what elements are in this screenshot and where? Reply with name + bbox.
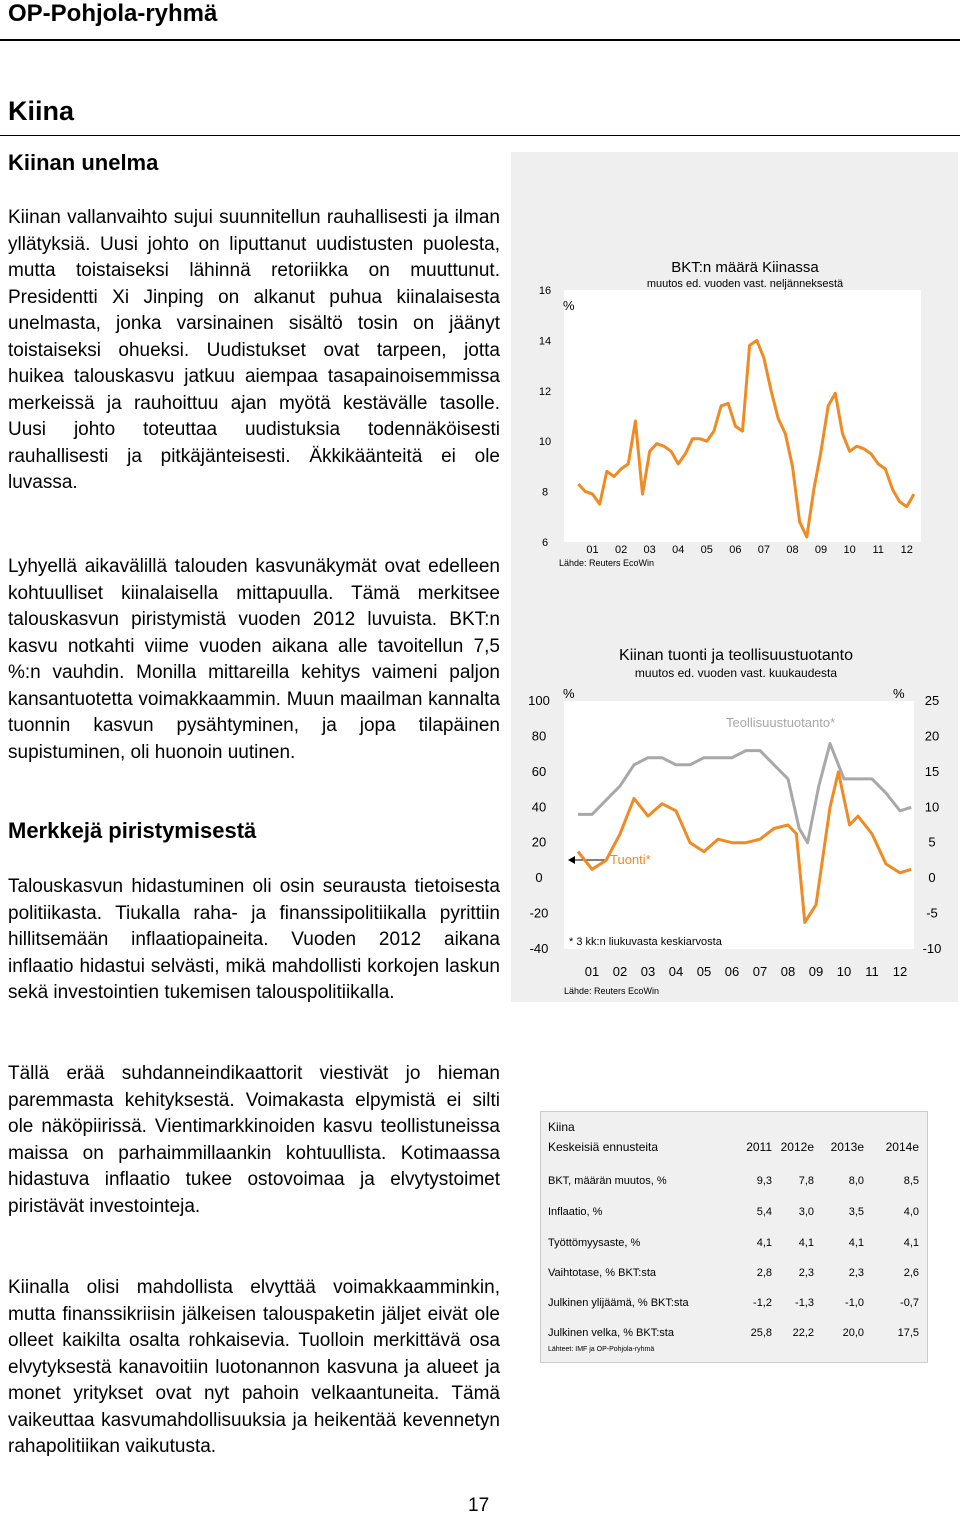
gdp-x-tick: 08 xyxy=(786,544,799,556)
import-y-tick-left: 80 xyxy=(531,728,547,744)
section1-paragraph-2: Lyhyellä aikavälillä talouden kasvunäkymät ovat edelleen kohtuulliset kiinalaisella mittapuulla. Tämä merkitsee talouskasvun piristymistä vuoden 2012 luvuista. BKT:n kasvu notkahti viime vuoden aikana alle tavoitellun 7,5 %:n vauhdin. Monilla mittareilla kehitys vaimeni paljon kansantuotetta voimakkaammin. Muun maailman kannalta tuonnin kasvun pysähtyminen, ja jopa tilapäinen supistuminen, oli huonoin uutinen. xyxy=(8,556,500,763)
section2-paragraph-1: Talouskasvun hidastuminen oli osin seurausta tietoisesta politiikasta. Tiukalla raha- ja finanssipolitiikalla pyrittiin hillitsemään inflaatiopaineita. Vuoden 2012 aikana inflaatio hidastui selvästi, mikä mahdollisti korkojen laskun sekä investointien tukemisen talouspolitiikalla. xyxy=(8,876,500,1003)
gdp-x-tick: 05 xyxy=(700,544,713,556)
table-row-label: Inflaatio, % xyxy=(548,1206,603,1218)
table-cell: 4,1 xyxy=(798,1237,814,1249)
import-y-unit-right: % xyxy=(893,686,905,701)
table-cell: 2,8 xyxy=(756,1267,772,1279)
table-cell: 2,6 xyxy=(903,1267,919,1279)
table-row-label: Työttömyysaste, % xyxy=(548,1237,641,1249)
section2-heading: Merkkejä piristymisestä xyxy=(8,818,257,843)
gdp-chart-title: BKT:n määrä Kiinassa xyxy=(671,259,819,276)
page-title: Kiina xyxy=(8,96,75,126)
table-cell: 25,8 xyxy=(750,1327,772,1339)
gdp-x-tick: 04 xyxy=(672,544,685,556)
import-x-tick: 09 xyxy=(808,964,824,979)
import-x-tick: 04 xyxy=(668,964,684,979)
table-cell: 9,3 xyxy=(756,1175,772,1187)
table-title: Kiina xyxy=(548,1120,575,1134)
table-cell: -1,2 xyxy=(753,1297,772,1309)
gdp-x-tick: 10 xyxy=(843,544,856,556)
gdp-y-tick: 14 xyxy=(538,335,552,348)
import-x-tick: 08 xyxy=(780,964,796,979)
table-cell: 3,5 xyxy=(848,1206,864,1218)
import-y-tick-right: 0 xyxy=(928,870,936,886)
table-cell: -1,0 xyxy=(845,1297,864,1309)
gdp-y-tick: 16 xyxy=(538,285,552,297)
table-cell: 7,8 xyxy=(798,1175,814,1187)
import-y-tick-right: 15 xyxy=(924,763,940,779)
import-x-tick: 03 xyxy=(640,964,656,979)
table-row-label: Julkinen ylijäämä, % BKT:sta xyxy=(548,1297,689,1309)
table-cell: 4,1 xyxy=(756,1237,772,1249)
table-cell: 20,0 xyxy=(842,1327,864,1339)
section2-paragraph-2: Tällä erää suhdanneindikaattorit viestivät jo hieman paremmasta kehityksestä. Voimakasta elpymistä ei silti ole näköpiirissä. Vientimarkkinoiden kasvu teollistuneissa maissa on parhaimmillaankin kohtuullista. Kotimaassa hidastuva inflaatio tukee ostovoimaa ja elvytystoimet piristävät investointeja. xyxy=(8,1063,500,1217)
section1-paragraph-1: Kiinan vallanvaihto sujui suunnitellun rauhallisesti ja ilman yllätyksiä. Uusi johto on liputtanut uudistusten puolesta, mutta toistaiseksi lähinnä retoriikka on muuttunut. Presidentti Xi Jinping on alkanut puhua kiinalaisesta unelmasta, jonka varsinainen sisältö tosin on jäänyt toistaiseksi ohueksi. Uudistukset ovat tarpeen, jotta huikea talouskasvu jatkuu aiempaa tasapainoisemmissa merkeissä ja rauhoittuu ajan myötä kestävälle tasolle. Uusi johto toteuttaa uudistuksia todennäköisesti rauhallisesti ja pitkäjänteisesti. Äkkikäänteitä ei ole luvassa. xyxy=(8,207,500,493)
table-row-label: Vaihtotase, % BKT:sta xyxy=(548,1267,657,1279)
table-cell: 8,0 xyxy=(848,1175,864,1187)
import-y-tick-left: -40 xyxy=(529,941,549,956)
import-y-tick-right: 5 xyxy=(928,834,936,850)
table-cell: -0,7 xyxy=(900,1297,919,1309)
import-y-tick-left: 40 xyxy=(531,799,547,815)
gdp-x-tick: 03 xyxy=(643,544,656,556)
gdp-x-tick: 11 xyxy=(872,544,884,556)
gdp-x-tick: 09 xyxy=(814,544,828,556)
import-chart-note: * 3 kk:n liukuvasta keskiarvosta xyxy=(569,936,722,948)
import-chart-title: Kiinan tuonti ja teollisuustuotanto xyxy=(619,647,853,664)
gdp-x-tick: 07 xyxy=(757,544,771,556)
table-cell: 4,1 xyxy=(903,1237,919,1249)
gdp-source: Lähde: Reuters EcoWin xyxy=(559,558,655,568)
import-y-tick-right: 25 xyxy=(924,693,940,708)
table-cell: 8,5 xyxy=(903,1175,919,1187)
table-cell: 22,2 xyxy=(792,1327,814,1339)
import-y-tick-left: 60 xyxy=(531,763,547,779)
gdp-y-tick: 6 xyxy=(541,537,549,549)
title-divider xyxy=(0,135,960,136)
import-y-tick-left: 100 xyxy=(528,693,550,708)
gdp-y-unit: % xyxy=(563,298,575,313)
section2-paragraph-3: Kiinalla olisi mahdollista elvyttää voimakkaamminkin, mutta finanssikriisin jälkeisen talouspaketin jäljet eivät ole olleet kaikilta osalta rohkaisevia. Tuolloin merkittävä osa elvytyksestä kanavoitiin luotonannon kasvuna ja alueet ja monet yritykset ovat nyt pahoin velkaantuneita. Tämä vaikeuttaa kasvumahdollisuuksia ja heikentää kevennetyn rahapolitiikan vaikutusta. xyxy=(8,1277,500,1457)
import-y-tick-right: -10 xyxy=(922,941,942,956)
table-source: Lähteet: IMF ja OP-Pohjola-ryhmä xyxy=(548,1346,655,1353)
gdp-y-tick: 10 xyxy=(538,436,552,449)
import-y-unit-left: % xyxy=(563,686,575,701)
import-x-tick: 05 xyxy=(696,964,712,979)
industry-series-label: Teollisuustuotanto* xyxy=(726,715,836,730)
import-x-tick: 01 xyxy=(584,964,600,979)
gdp-x-tick: 01 xyxy=(586,544,599,556)
table-column-header: 2012e xyxy=(780,1140,814,1154)
table-cell: -1,3 xyxy=(795,1297,814,1309)
table-column-header: 2013e xyxy=(830,1140,864,1154)
table-cell: 5,4 xyxy=(756,1206,772,1218)
import-y-tick-left: -20 xyxy=(529,905,549,921)
gdp-x-tick: 06 xyxy=(729,544,742,556)
import-x-tick: 11 xyxy=(865,964,879,979)
import-y-tick-right: 10 xyxy=(924,799,940,815)
import-x-tick: 10 xyxy=(836,964,852,979)
import-chart-subtitle: muutos ed. vuoden vast. kuukaudesta xyxy=(634,666,838,680)
import-x-tick: 12 xyxy=(892,964,908,979)
gdp-x-tick: 12 xyxy=(900,544,913,556)
header-divider xyxy=(0,39,960,41)
table-cell: 3,0 xyxy=(798,1206,814,1218)
table-column-header: 2011 xyxy=(746,1140,772,1154)
page-number: 17 xyxy=(468,1495,490,1516)
report-header: OP-Pohjola-ryhmä xyxy=(8,0,218,27)
import-y-tick-left: 20 xyxy=(531,834,547,850)
table-row-label: Julkinen velka, % BKT:sta xyxy=(548,1327,674,1339)
gdp-y-tick: 12 xyxy=(538,385,552,398)
import-x-tick: 02 xyxy=(612,964,628,979)
import-y-tick-right: 20 xyxy=(924,728,940,744)
gdp-chart-subtitle: muutos ed. vuoden vast. neljänneksestä xyxy=(646,278,844,290)
import-x-tick: 07 xyxy=(752,964,768,979)
import-series-label: Tuonti* xyxy=(610,852,651,867)
table-cell: 4,0 xyxy=(903,1206,919,1218)
table-column-header: 2014e xyxy=(885,1140,919,1154)
table-cell: 17,5 xyxy=(897,1327,919,1339)
table-cell: 2,3 xyxy=(848,1267,864,1279)
import-source: Lähde: Reuters EcoWin xyxy=(564,986,660,996)
import-x-tick: 06 xyxy=(724,964,740,979)
import-plot-area xyxy=(564,701,914,949)
gdp-y-tick: 8 xyxy=(541,486,549,499)
table-cell: 4,1 xyxy=(848,1237,864,1249)
gdp-chart xyxy=(511,240,958,580)
section1-heading: Kiinan unelma xyxy=(8,150,159,175)
import-y-tick-right: -5 xyxy=(926,905,938,921)
table-row-label: BKT, määrän muutos, % xyxy=(548,1175,667,1187)
table-cell: 2,3 xyxy=(798,1267,814,1279)
import-y-tick-left: 0 xyxy=(535,870,543,886)
gdp-x-tick: 02 xyxy=(614,544,628,556)
import-industry-chart xyxy=(511,635,958,1000)
table-subtitle: Keskeisiä ennusteita xyxy=(548,1140,659,1154)
